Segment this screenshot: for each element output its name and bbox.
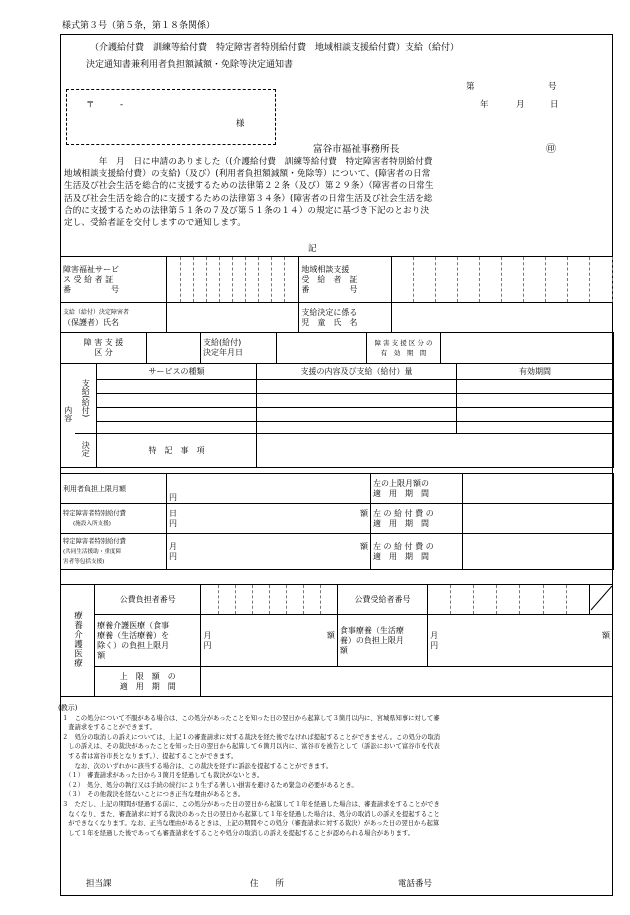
support-category-table xyxy=(60,332,614,364)
burden-limit-label: 利用者負担上限月額 xyxy=(61,474,167,504)
body-line: 活及び社会生活を総合的に支援するための法律第３４条）(障害者の日常生活及び社会生活を総 xyxy=(64,193,433,204)
label-line: 番 号 xyxy=(301,284,358,294)
date-month: 月 xyxy=(516,100,525,110)
yen-unit: 円 xyxy=(169,493,177,502)
care-limit-label xyxy=(95,615,201,667)
special-benefit-field[interactable] xyxy=(167,504,371,534)
doc-number-label: 第 xyxy=(466,82,475,92)
label-line: 支給（給付）決定障害者 xyxy=(63,308,130,316)
digit-cell[interactable] xyxy=(194,257,207,303)
limit-period-field[interactable] xyxy=(463,474,614,504)
digit-cell[interactable] xyxy=(246,257,259,303)
period-cell[interactable] xyxy=(457,394,614,408)
month-unit: 月 xyxy=(203,630,212,640)
public-recipient-label: 公費受給者番号 xyxy=(337,585,427,615)
note-line: なくなり、また、審査請求に対する裁決のあった日の翌日から起算して１年を経過した場合は、処分の取消しの訴えを提起すること xyxy=(62,810,440,818)
meal-limit-label xyxy=(337,615,427,667)
body-line: 合的に支援するための法律第５１条の７及び第５１条の１４）の規定に基づき下記のとおり決 xyxy=(64,205,430,216)
digit-cell[interactable] xyxy=(497,585,520,615)
date-year: 年 xyxy=(480,100,489,110)
digit-cell[interactable] xyxy=(303,585,320,615)
digit-cell[interactable] xyxy=(543,585,566,615)
label-line: 支給(給付) xyxy=(203,338,242,347)
digit-cell[interactable] xyxy=(545,257,567,303)
note-line: （３） その他裁決を経ないことにつき正当な理由があるとき。 xyxy=(62,791,245,799)
label-line: 障 害 支 援 区 分 の xyxy=(374,339,433,347)
label-line: 額 xyxy=(97,650,106,660)
digit-cell[interactable] xyxy=(201,585,218,615)
label-line: 区 分 xyxy=(94,348,113,357)
doc-number-suffix: 号 xyxy=(548,82,557,92)
digit-cell[interactable] xyxy=(567,257,589,303)
digit-cell[interactable] xyxy=(435,257,457,303)
digit-cell[interactable] xyxy=(391,257,413,303)
body-line: 生活及び社会生活を総合的に支援するための法律第２２条（及び）第２９条）（障害者の日常生 xyxy=(64,181,434,192)
amount-unit: 額 xyxy=(360,541,368,551)
label-line: 養）の負担上限月 xyxy=(339,635,404,645)
label-line: 特定障害者特別給付費 xyxy=(63,537,126,545)
label-line: 地域相談支援 xyxy=(301,264,350,274)
note-line: （１） 審査請求があった日から３箇月を経過しても裁決がないとき。 xyxy=(62,772,264,780)
decision-date-field[interactable] xyxy=(277,333,367,364)
medical-care-side-label xyxy=(61,585,95,697)
yen-unit: 円 xyxy=(169,551,177,561)
digit-cell[interactable] xyxy=(523,257,545,303)
postal-code: 〒 - xyxy=(86,100,124,110)
decision-side-label xyxy=(75,364,97,434)
label-line: ス 受 給 者 証 xyxy=(63,274,114,284)
label-line: 障 害 支 援 xyxy=(83,338,124,347)
label-line: 適 用 期 間 xyxy=(373,551,429,561)
label-line: 有 効 期 間 xyxy=(380,349,427,357)
footer-phone: 電話番号 xyxy=(398,879,433,889)
digit-cell[interactable] xyxy=(457,257,479,303)
limit-period-label xyxy=(95,667,201,697)
recipient-number-label xyxy=(61,257,167,303)
digit-cell[interactable] xyxy=(320,585,337,615)
medical-care-table xyxy=(60,584,613,697)
amount-unit: 額 xyxy=(326,630,335,640)
child-name-label xyxy=(299,303,391,333)
service-cell[interactable] xyxy=(97,422,257,434)
digit-cell[interactable] xyxy=(259,257,272,303)
body-line: 年 月 日に申請のありました（(介護給付費 訓練等給付費 特定障害者特別給付費 xyxy=(64,157,433,167)
label-line: 受 給 者 証 xyxy=(301,274,358,284)
label-line: 額 xyxy=(339,645,348,655)
digit-cell[interactable] xyxy=(474,585,497,615)
col-header-service: サービスの種類 xyxy=(97,364,257,380)
body-line: 地域相談支援給付費）の支給)（及び）(利用者負担額減額・免除等）について、(障害者の日常 xyxy=(64,169,431,180)
note-line: （２） 処分、処分の執行又は手続の続行により生ずる著しい損害を避けるため緊急の必要があるとき。 xyxy=(62,781,358,789)
col-header-amount: 支援の内容及び支給（給付）量 xyxy=(257,364,457,380)
label-line: （保護者）氏名 xyxy=(63,317,119,327)
applicant-name-field[interactable] xyxy=(167,303,299,333)
yen-unit: 円 xyxy=(430,640,439,650)
recipient-table xyxy=(60,256,613,333)
label-line: 食事療養（生活療 xyxy=(339,625,404,635)
special-notes-label: 特 記 事 項 xyxy=(97,434,257,468)
label-line: 療養介護医療（食事 xyxy=(97,620,170,630)
note-line: ができなくなります。なお、正当な理由があるときは、上記の期間やこの処分（審査請求に対する裁決）があった日の翌日から起算 xyxy=(62,820,440,828)
decision-content-table xyxy=(60,363,614,468)
support-category-field[interactable] xyxy=(147,333,201,364)
label-line: 適 用 期 間 xyxy=(119,681,176,691)
col-header-period: 有効期間 xyxy=(457,364,614,380)
applicant-name-label xyxy=(61,303,167,333)
label-line: 支給決定に係る xyxy=(301,307,358,317)
public-payer-label: 公費負担者番号 xyxy=(95,585,201,615)
note-line: しの訴えは、その裁決があったことを知った日の翌日から起算して６箇月以内に、富谷市を被告として（訴訟において富谷市を代表 xyxy=(62,743,440,751)
label-text: 療養介護医療 xyxy=(72,610,83,668)
digit-cell[interactable] xyxy=(252,585,269,615)
special-benefit2-field[interactable] xyxy=(167,534,371,570)
support-validity-label xyxy=(367,333,441,364)
issuer-name: 富谷市福祉事務所長 xyxy=(313,144,400,155)
body-paragraph xyxy=(64,156,610,229)
digit-cell[interactable] xyxy=(501,257,523,303)
payment-period-field[interactable] xyxy=(463,504,614,534)
content-side-label xyxy=(61,364,75,468)
digit-cell[interactable] xyxy=(233,257,246,303)
child-name-field[interactable] xyxy=(391,303,613,333)
period-cell[interactable] xyxy=(457,422,614,434)
support-validity-field[interactable] xyxy=(441,333,614,364)
label-line: (施設入所支援) xyxy=(73,520,111,527)
form-number: 様式第３号（第５条，第１８条関係） xyxy=(62,21,216,31)
ki-heading: 記 xyxy=(308,244,317,254)
digit-cell[interactable] xyxy=(285,257,299,303)
amount-unit: 額 xyxy=(360,508,368,518)
label-line: 適 用 期 間 xyxy=(373,488,429,498)
amount-cell[interactable] xyxy=(257,394,457,408)
period-cell[interactable] xyxy=(457,380,614,394)
document-title: （介護給付費 訓練等給付費 特定障害者特別給付費 地域相談支援給付費）支給（給付） xyxy=(90,43,460,53)
digit-cell[interactable] xyxy=(566,585,589,615)
limit-period-label xyxy=(371,474,463,504)
digit-cell[interactable] xyxy=(207,257,220,303)
digit-cell-slashed[interactable] xyxy=(589,585,612,615)
label-line: 決定 xyxy=(81,441,91,457)
label-line: 児 童 氏 名 xyxy=(301,317,358,327)
care-limit-field[interactable] xyxy=(201,615,337,667)
document-subtitle: 決定通知書兼利用者負担額減額・免除等決定通知書 xyxy=(86,60,294,70)
note-line: １ この処分について不服がある場合は、この処分があったことを知った日の翌日から起算して３箇月以内に、宮城県知事に対して審 xyxy=(62,714,440,722)
label-line: 除く）の負担上限月 xyxy=(97,640,170,650)
digit-cell[interactable] xyxy=(479,257,501,303)
yen-unit: 円 xyxy=(169,518,177,528)
service-cell[interactable] xyxy=(97,394,257,408)
yen-unit: 円 xyxy=(203,640,212,650)
special-benefit2-label xyxy=(61,534,167,570)
note-line: 査請求をすることができます。 xyxy=(62,724,156,732)
digit-cell[interactable] xyxy=(269,585,286,615)
special-notes-field[interactable] xyxy=(257,434,614,468)
label-line: 左 の 給 付 費 の xyxy=(373,508,434,518)
label-line: 療養（生活療養）を xyxy=(97,630,170,640)
label-line: (共同生活援助・重度障 xyxy=(63,548,122,555)
notes-heading: (教示) xyxy=(58,704,78,712)
decision-date-label xyxy=(201,333,277,364)
amount-cell[interactable] xyxy=(257,422,457,434)
body-line: 定し、受給者証を交付しますので通知します。 xyxy=(64,218,246,229)
label-line: 左の上限月額の xyxy=(373,478,429,488)
special-benefit-label xyxy=(61,504,167,534)
footer-address: 住 所 xyxy=(250,879,285,889)
meal-limit-field[interactable] xyxy=(428,615,613,667)
label-line: 番 号 xyxy=(63,284,119,294)
label-line: 特定障害者特別給付費 xyxy=(63,509,126,517)
payment-period2-field[interactable] xyxy=(463,534,614,570)
label-line: 上 限 額 の xyxy=(119,671,176,681)
digit-cell[interactable] xyxy=(286,585,303,615)
label-line: 適 用 期 間 xyxy=(373,518,429,528)
slash-mark xyxy=(590,585,613,611)
note-line: して１年を経過した後であっても審査請求をすることや処分の取消しの訴えを提起することが認められる場合があります。 xyxy=(62,829,415,837)
period-cell[interactable] xyxy=(457,408,614,422)
note-line: ２ 処分の取消しの訴えについては、上記１の審査請求に対する裁決を経た後でなければ提起することができません。この処分の取消 xyxy=(62,733,441,741)
footer-dept: 担当課 xyxy=(86,879,112,889)
amount-cell[interactable] xyxy=(257,380,457,394)
label-line: 害者等包括支援) xyxy=(63,558,105,565)
support-category-label xyxy=(61,333,147,364)
digit-cell[interactable] xyxy=(520,585,543,615)
digit-cell[interactable] xyxy=(272,257,285,303)
decision-side-label-bottom xyxy=(75,434,97,468)
amount-cell[interactable] xyxy=(257,408,457,422)
payment-period2-label xyxy=(371,534,463,570)
service-cell[interactable] xyxy=(97,408,257,422)
digit-cell[interactable] xyxy=(428,585,451,615)
digit-cell[interactable] xyxy=(451,585,474,615)
burden-limit-field[interactable] xyxy=(167,474,371,504)
label-line: 障害福祉サービ xyxy=(63,264,119,274)
addressee-suffix: 様 xyxy=(236,119,245,129)
digit-cell[interactable] xyxy=(167,257,181,303)
note-line: なお、次のいずれかに該当する場合は、この裁決を経ずに訴訟を提起することができます。 xyxy=(62,762,333,770)
digit-cell[interactable] xyxy=(589,257,612,303)
seal-mark: ㊞ xyxy=(546,144,556,155)
amount-unit: 額 xyxy=(602,630,610,640)
service-cell[interactable] xyxy=(97,380,257,394)
digit-cell[interactable] xyxy=(181,257,194,303)
label-line: 支給 xyxy=(81,379,91,396)
digit-cell[interactable] xyxy=(218,585,235,615)
note-line: ３ ただし、上記の期間が経過する前に、この処分があった日の翌日から起算して１年を経過した場合は、審査請求をすることができ xyxy=(62,800,440,808)
date-day: 日 xyxy=(550,100,559,110)
digit-cell[interactable] xyxy=(235,585,252,615)
limit-period-field[interactable] xyxy=(201,667,613,697)
month-unit: 月 xyxy=(430,630,439,640)
day-unit: 日 xyxy=(169,508,177,518)
label-line: (給付) xyxy=(81,395,91,418)
label-line: 決定年月日 xyxy=(203,348,243,357)
content-text: 内容 xyxy=(63,406,73,422)
community-support-number-label xyxy=(299,257,391,303)
digit-cell[interactable] xyxy=(413,257,435,303)
digit-cell[interactable] xyxy=(220,257,233,303)
month-unit: 月 xyxy=(169,541,177,551)
label-line: 左 の 給 付 費 の xyxy=(373,541,434,551)
burden-limit-table xyxy=(60,473,614,570)
instructions xyxy=(58,704,612,838)
note-line: する者は富谷市長となります。）、提起することができます。 xyxy=(62,752,238,760)
payment-period-label xyxy=(371,504,463,534)
